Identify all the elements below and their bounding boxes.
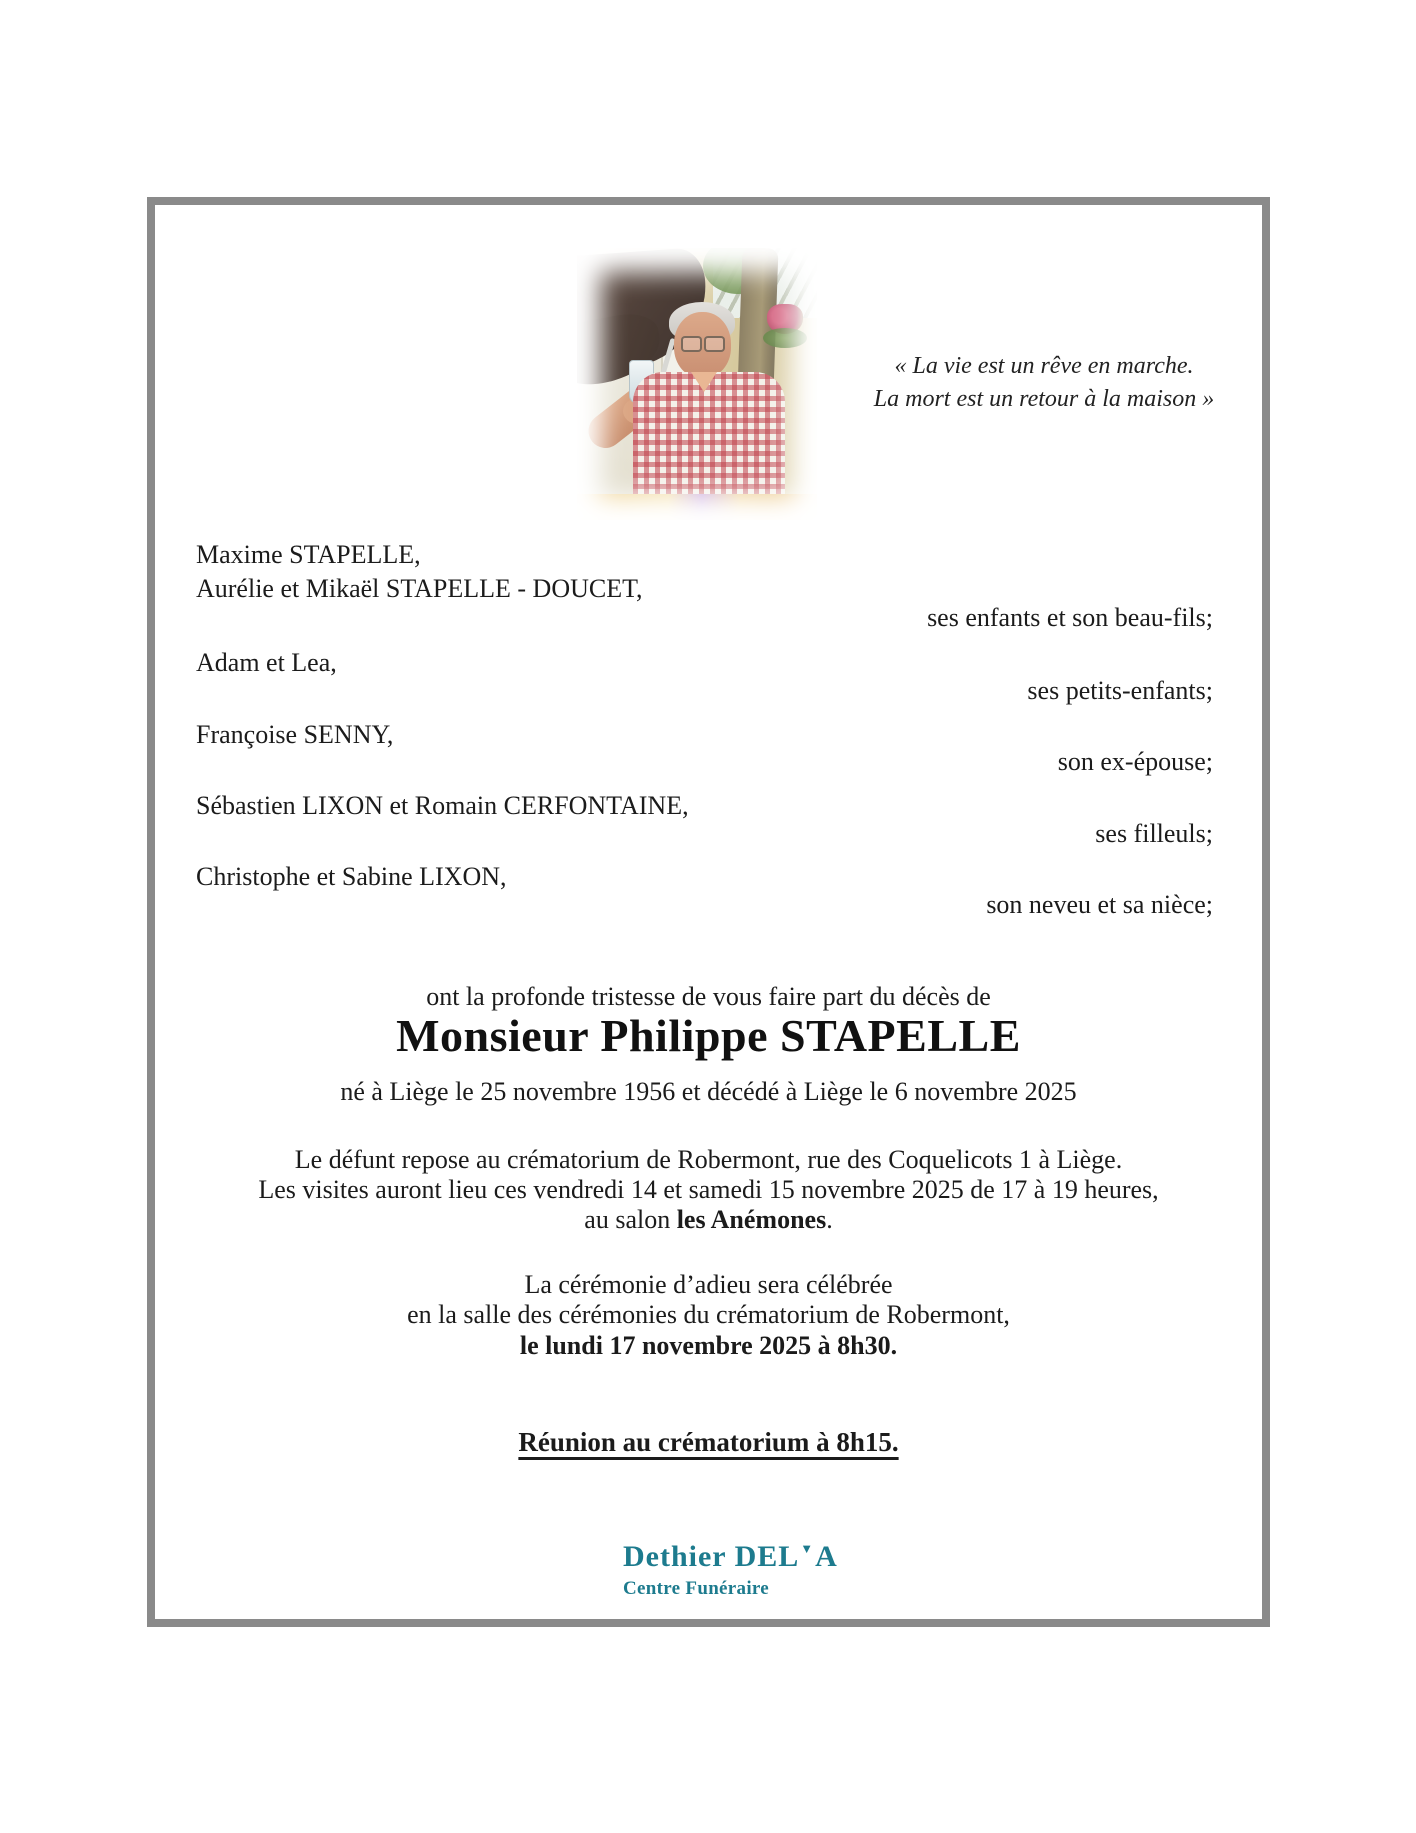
family-name-christophe-sabine: Christophe et Sabine LIXON, (196, 862, 507, 891)
family-name-francoise: Françoise SENNY, (196, 720, 394, 749)
family-name-maxime: Maxime STAPELLE, (196, 540, 421, 569)
life-dates: né à Liège le 25 novembre 1956 et décédé à Liège le 6 novembre 2025 (340, 1077, 1077, 1106)
relation-children: ses enfants et son beau-fils; (927, 603, 1213, 632)
relation-grandchildren: ses petits-enfants; (1027, 676, 1213, 705)
funeral-home-logo (623, 1541, 838, 1600)
relation-godsons: ses filleuls; (1095, 819, 1213, 848)
repose-line-1: Le défunt repose au crématorium de Robermont, rue des Coquelicots 1 à Liège. (294, 1145, 1123, 1174)
logo-brand-suffix: A (815, 1540, 838, 1573)
ceremony-line-1: La cérémonie d’adieu sera célébrée (524, 1270, 893, 1299)
repose-line-2: Les visites auront lieu ces vendredi 14 et samedi 15 novembre 2025 de 17 à 19 heures, (258, 1175, 1159, 1204)
repose-line-3 (155, 1204, 1262, 1235)
relation-nephew-niece: son neveu et sa nièce; (986, 890, 1213, 919)
announcement-intro: ont la profonde tristesse de vous faire part du décès de (426, 982, 991, 1011)
deceased-name-title: Monsieur Philippe STAPELLE (396, 1010, 1021, 1061)
logo-brand-prefix: Dethier DEL (623, 1540, 800, 1573)
meeting-note: Réunion au crématorium à 8h15. (518, 1427, 899, 1457)
salon-name: les Anémones (676, 1205, 827, 1234)
salon-prefix: au salon (584, 1205, 677, 1234)
ceremony-line-2: en la salle des cérémonies du crématorium de Robermont, (407, 1300, 1010, 1329)
logo-subtitle: Centre Funéraire (623, 1578, 770, 1599)
relation-ex-spouse: son ex-épouse; (1057, 747, 1213, 776)
family-name-sebastien-romain: Sébastien LIXON et Romain CERFONTAINE, (196, 791, 689, 820)
quote-line-1: « La vie est un rêve en marche. (894, 353, 1194, 379)
quote-line-2: La mort est un retour à la maison » (873, 386, 1215, 412)
family-name-aurelie-mikael: Aurélie et Mikaël STAPELLE - DOUCET, (196, 574, 643, 603)
ceremony-datetime: le lundi 17 novembre 2025 à 8h30. (519, 1331, 898, 1360)
logo-brand-text: Dethier DEL▼A (623, 1540, 838, 1573)
salon-suffix: . (826, 1205, 833, 1234)
family-name-adam-lea: Adam et Lea, (196, 648, 337, 677)
